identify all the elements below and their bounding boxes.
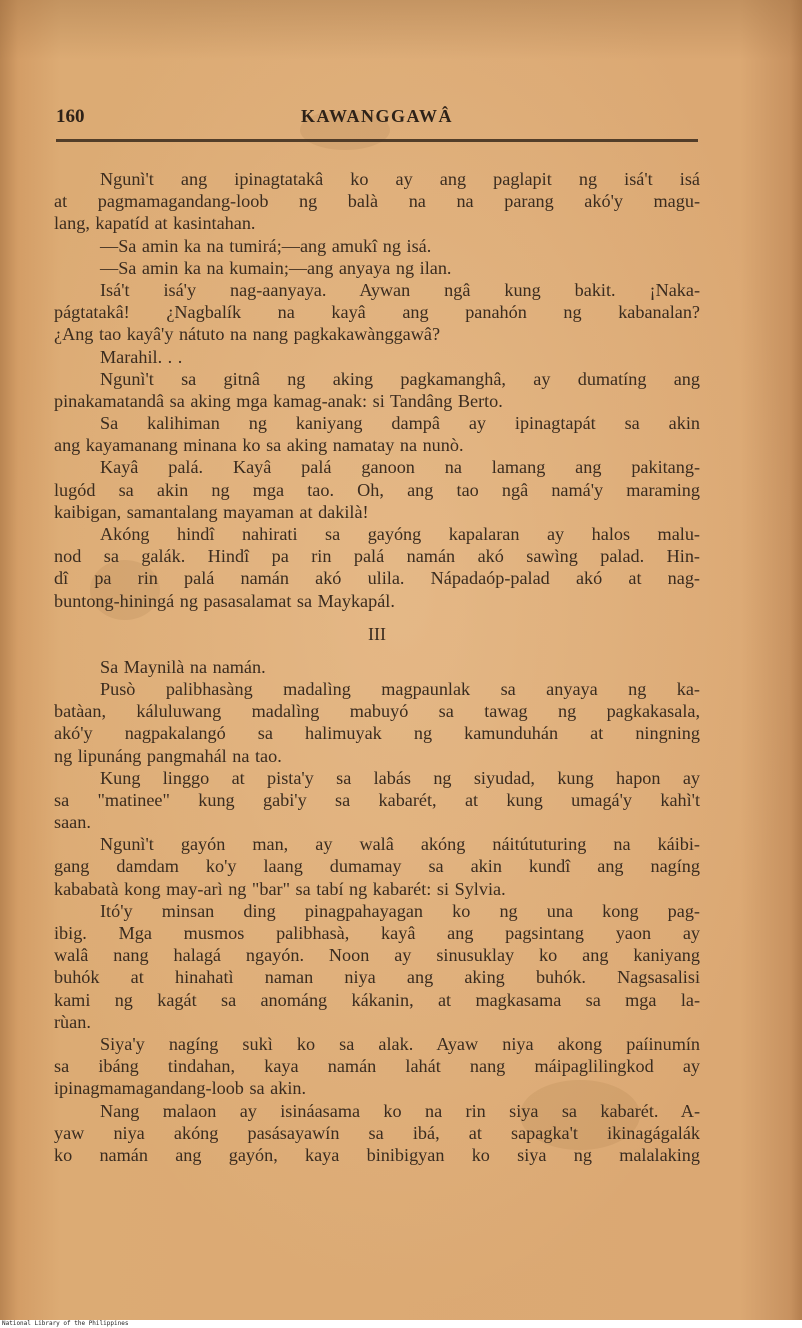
- text-line: sa "matinee" kung gabi'y sa kabarét, at kung umagá'y kahì't: [54, 789, 700, 810]
- text-line: akó'y nagpakalangó sa halimuyak ng kamunduhán at ningning: [54, 723, 700, 744]
- text-line: Ngunì't ang ipinagtatakâ ko ay ang paglapit ng isá't isá: [100, 169, 700, 189]
- text-line: Kung linggo at pista'y sa labás ng siyudad, kung hapon ay: [100, 767, 700, 788]
- header-rule: [56, 139, 698, 142]
- text-line: lugód sa akin ng mga tao. Oh, ang tao ngâ namá'y maraming: [54, 479, 700, 500]
- text-line: nod sa galák. Hindî pa rin palá namán akó sawìng palad. Hin-: [54, 546, 700, 567]
- text-line: pinakamatandâ sa aking mga kamag-anak: si Tandâng Berto.: [54, 390, 503, 411]
- text-line: Sa kalihiman ng kaniyang dampâ ay ipinagtapát sa akin: [100, 413, 700, 434]
- text-line: batàan, káluluwang madalìng mabuyó sa tawag ng pagkakasala,: [54, 701, 700, 722]
- text-line: Itó'y minsan ding pinagpahayagan ko ng una kong pag-: [100, 900, 700, 921]
- text-line: sa ibáng tindahan, kaya namán lahát nang máipaglilingkod ay: [54, 1056, 700, 1077]
- page-header: [56, 106, 698, 132]
- section-heading: III: [368, 623, 386, 644]
- text-line: ibig. Mga musmos palibhasà, kayâ ang pagsintang yaon ay: [54, 923, 700, 943]
- text-line: Kayâ palá. Kayâ palá ganoon na lamang ang pakitang-: [100, 457, 700, 478]
- body-text: [54, 168, 700, 1166]
- running-title: KAWANGGAWÂ: [300, 106, 453, 126]
- text-line: saan.: [54, 812, 91, 833]
- page-number: 160: [56, 106, 85, 127]
- text-line: Sa Maynilà na namán.: [100, 656, 266, 677]
- text-line: lang, kapatíd at kasintahan.: [54, 213, 256, 234]
- text-line: ko namán ang gayón, kaya binibigyan ko siya ng malalaking: [54, 1144, 700, 1165]
- text-line: buhók at hinahatì naman niya ang aking buhók. Nagsasalisi: [54, 967, 700, 988]
- text-line: dî pa rin palá namán akó ulila. Nápadaóp-palad akó at nag-: [54, 568, 700, 589]
- text-line: yaw niya akóng pasásayawín sa ibá, at sapagka't ikinagágalák: [54, 1122, 700, 1143]
- text-line: —Sa amin ka na kumain;—ang anyaya ng ilan.: [100, 257, 452, 278]
- text-line: at pagmamagandang-loob ng balà na na parang akó'y magu-: [54, 191, 700, 212]
- text-line: Ngunì't sa gitnâ ng aking pagkamanghâ, ay dumatíng ang: [100, 368, 700, 389]
- text-line: kaibigan, samantalang mayaman at dakilà!: [54, 501, 369, 522]
- text-line: ¿Ang tao kayâ'y nátuto na nang pagkakawànggawâ?: [54, 324, 441, 345]
- text-line: Siya'y nagíng sukì ko sa alak. Ayaw niya akong paíinumín: [100, 1033, 700, 1054]
- text-line: págtatakâ! ¿Nagbalík na kayâ ang panahón ng kabanalan?: [54, 302, 700, 323]
- text-line: Ngunì't gayón man, ay walâ akóng náitútuturing na káibi-: [100, 834, 700, 855]
- text-line: —Sa amin ka na tumirá;—ang amukî ng isá.: [100, 235, 432, 256]
- text-line: ang kayamanang minana ko sa aking namatay na nunò.: [54, 435, 464, 456]
- text-line: buntong-hiningá ng pasasalamat sa Maykapál.: [54, 590, 395, 611]
- text-line: Pusò palibhasàng madalìng magpaunlak sa anyaya ng ka-: [100, 678, 700, 699]
- text-line: rùan.: [54, 1011, 91, 1032]
- text-line: gang damdam ko'y laang dumamay sa akin kundî ang nagíng: [54, 856, 700, 877]
- text-line: ipinagmamagandang-loob sa akin.: [54, 1078, 307, 1099]
- library-credit: National Library of the Philippines: [2, 1320, 129, 1327]
- text-line: walâ nang halagá ngayón. Noon ay sinusuklay ko ang kaniyang: [54, 945, 700, 966]
- text-line: ng lipunáng pangmahál na tao.: [54, 745, 282, 766]
- text-line: Akóng hindî nahirati sa gayóng kapalaran ay halos malu-: [100, 524, 700, 544]
- text-line: Isá't isá'y nag-aanyaya. Aywan ngâ kung bakit. ¡Naka-: [100, 279, 700, 300]
- text-line: kami ng kagát sa anománg kákanin, at magkasama sa mga la-: [54, 989, 700, 1010]
- text-line: Nang malaon ay isináasama ko na rin siya sa kabarét. A-: [100, 1100, 700, 1121]
- text-line: Marahil. . .: [100, 346, 183, 367]
- text-line: kababatà kong may-arì ng "bar" sa tabí ng kabarét: si Sylvia.: [54, 878, 506, 899]
